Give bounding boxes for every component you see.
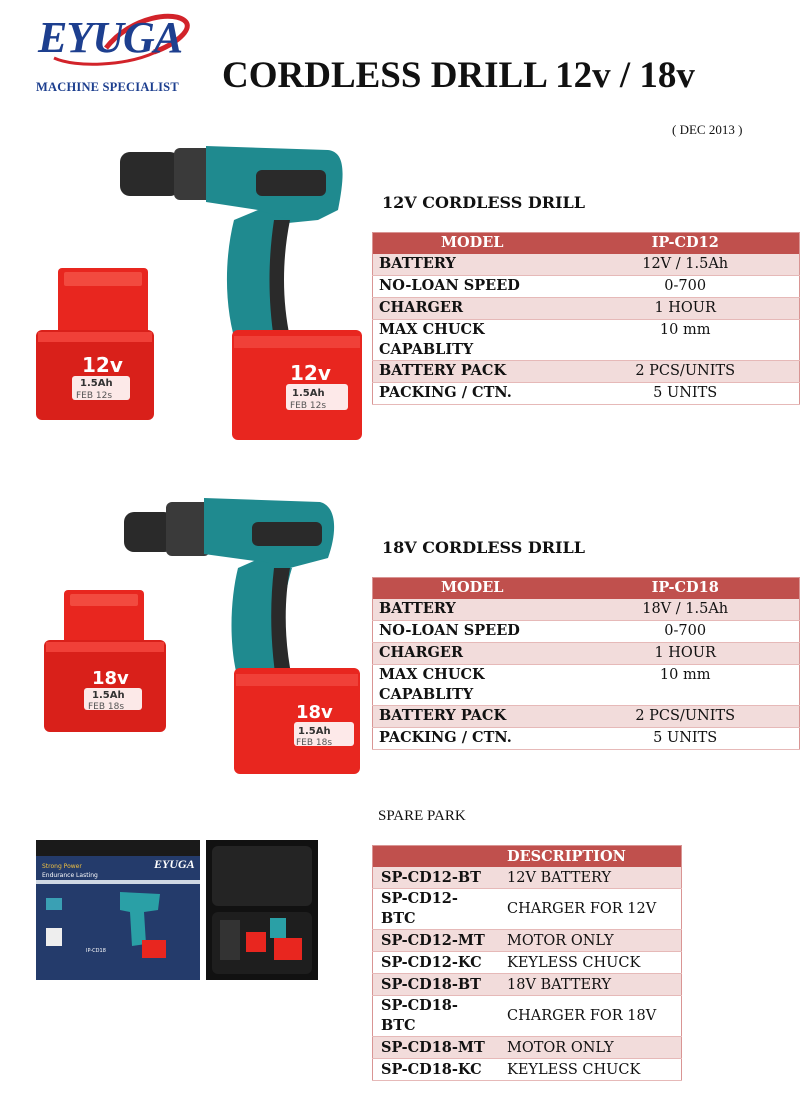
part-code: SP-CD12-MT	[373, 930, 500, 952]
table-row	[373, 889, 682, 930]
spec-value: 12V / 1.5Ah	[571, 254, 799, 276]
drill-battery-voltage-label: 12v	[290, 361, 331, 385]
drill-battery-voltage-label: 18v	[296, 702, 333, 723]
part-description: KEYLESS CHUCK	[499, 952, 682, 974]
battery-voltage-label: 18v	[92, 668, 129, 689]
spec-value: 2 PCS/UNITS	[571, 361, 799, 383]
table-row	[373, 621, 800, 643]
open-case-photo	[206, 840, 318, 980]
logo-subtitle: MACHINE SPECIALIST	[36, 80, 179, 94]
spec-value: 10 mm	[571, 665, 799, 706]
battery-capacity-label: 1.5Ah	[80, 378, 113, 389]
drill-battery-code-label: FEB 12s	[290, 401, 327, 411]
spec-table-12v	[372, 232, 800, 405]
part-description: CHARGER FOR 12V	[499, 889, 682, 930]
table-row	[373, 254, 800, 276]
drill-18v	[124, 498, 360, 774]
table-row	[373, 930, 682, 952]
document-date: ( DEC 2013 )	[672, 122, 743, 137]
battery-code-label: FEB 18s	[88, 702, 125, 712]
logo-wordmark: EYUGA	[38, 13, 183, 62]
table-row	[373, 320, 800, 361]
spec-value: 5 UNITS	[571, 383, 799, 405]
battery-voltage-label: 12v	[82, 353, 123, 377]
table-header-row	[373, 846, 682, 868]
spec-label: MAX CHUCK CAPABLITY	[373, 320, 572, 361]
page-title: CORDLESS DRILL 12v / 18v	[222, 55, 695, 96]
box-brand: EYUGA	[154, 857, 195, 871]
spec-label: BATTERY PACK	[373, 706, 572, 728]
product-box-photo	[36, 840, 200, 980]
spare-battery-12v	[36, 268, 154, 420]
spec-label: NO-LOAN SPEED	[373, 276, 572, 298]
table-row	[373, 665, 800, 706]
part-description: CHARGER FOR 18V	[499, 996, 682, 1037]
table-row	[373, 1059, 682, 1081]
table-header-model-code: IP-CD12	[571, 233, 799, 255]
box-model: IP-CD18	[86, 948, 106, 954]
part-code: SP-CD18-KC	[373, 1059, 500, 1081]
table-row	[373, 361, 800, 383]
battery-capacity-label: 1.5Ah	[92, 690, 125, 701]
table-row	[373, 383, 800, 405]
company-logo	[36, 8, 196, 98]
table-header-description: DESCRIPTION	[499, 846, 682, 868]
table-row	[373, 599, 800, 621]
spec-value: 10 mm	[571, 320, 799, 361]
spec-value: 2 PCS/UNITS	[571, 706, 799, 728]
table-header-model-code: IP-CD18	[571, 578, 799, 600]
spec-label: BATTERY	[373, 254, 572, 276]
section-title-12v: 12V CORDLESS DRILL	[382, 193, 586, 212]
spec-table-18v	[372, 577, 800, 750]
battery-code-label: FEB 12s	[76, 391, 113, 401]
table-header-row	[373, 578, 800, 600]
part-description: MOTOR ONLY	[499, 930, 682, 952]
spec-label: CHARGER	[373, 643, 572, 665]
table-row	[373, 996, 682, 1037]
table-row	[373, 728, 800, 750]
spec-value: 1 HOUR	[571, 298, 799, 320]
drill-battery-capacity-label: 1.5Ah	[292, 388, 325, 399]
part-code: SP-CD12-BTC	[373, 889, 500, 930]
spec-label: PACKING / CTN.	[373, 728, 572, 750]
spec-value: 0-700	[571, 621, 799, 643]
drill-12v-photo	[28, 140, 368, 445]
part-description: MOTOR ONLY	[499, 1037, 682, 1059]
table-row	[373, 643, 800, 665]
spec-value: 5 UNITS	[571, 728, 799, 750]
table-row	[373, 276, 800, 298]
table-header-row	[373, 233, 800, 255]
table-header-model: MODEL	[373, 233, 572, 255]
drill-12v	[120, 146, 362, 440]
spec-label: MAX CHUCK CAPABLITY	[373, 665, 572, 706]
spare-parts-table	[372, 845, 682, 1081]
spec-label: BATTERY	[373, 599, 572, 621]
box-tagline-2: Endurance Lasting	[42, 872, 98, 879]
table-row	[373, 952, 682, 974]
spare-battery-18v	[44, 590, 166, 732]
spec-label: CHARGER	[373, 298, 572, 320]
section-title-18v: 18V CORDLESS DRILL	[382, 538, 586, 557]
table-header-code	[373, 846, 500, 868]
spec-label: NO-LOAN SPEED	[373, 621, 572, 643]
part-description: 18V BATTERY	[499, 974, 682, 996]
spec-label: PACKING / CTN.	[373, 383, 572, 405]
part-description: 12V BATTERY	[499, 867, 682, 889]
spec-value: 18V / 1.5Ah	[571, 599, 799, 621]
box-tagline-1: Strong Power	[42, 863, 82, 870]
table-row	[373, 1037, 682, 1059]
part-code: SP-CD18-MT	[373, 1037, 500, 1059]
table-row	[373, 298, 800, 320]
spec-value: 0-700	[571, 276, 799, 298]
spec-label: BATTERY PACK	[373, 361, 572, 383]
drill-battery-capacity-label: 1.5Ah	[298, 726, 331, 737]
table-row	[373, 706, 800, 728]
table-header-model: MODEL	[373, 578, 572, 600]
drill-18v-photo	[40, 490, 370, 780]
table-row	[373, 867, 682, 889]
part-description: KEYLESS CHUCK	[499, 1059, 682, 1081]
part-code: SP-CD18-BTC	[373, 996, 500, 1037]
spare-parts-title: SPARE PARK	[378, 808, 466, 824]
spec-value: 1 HOUR	[571, 643, 799, 665]
part-code: SP-CD18-BT	[373, 974, 500, 996]
drill-battery-code-label: FEB 18s	[296, 738, 333, 748]
table-row	[373, 974, 682, 996]
part-code: SP-CD12-BT	[373, 867, 500, 889]
part-code: SP-CD12-KC	[373, 952, 500, 974]
